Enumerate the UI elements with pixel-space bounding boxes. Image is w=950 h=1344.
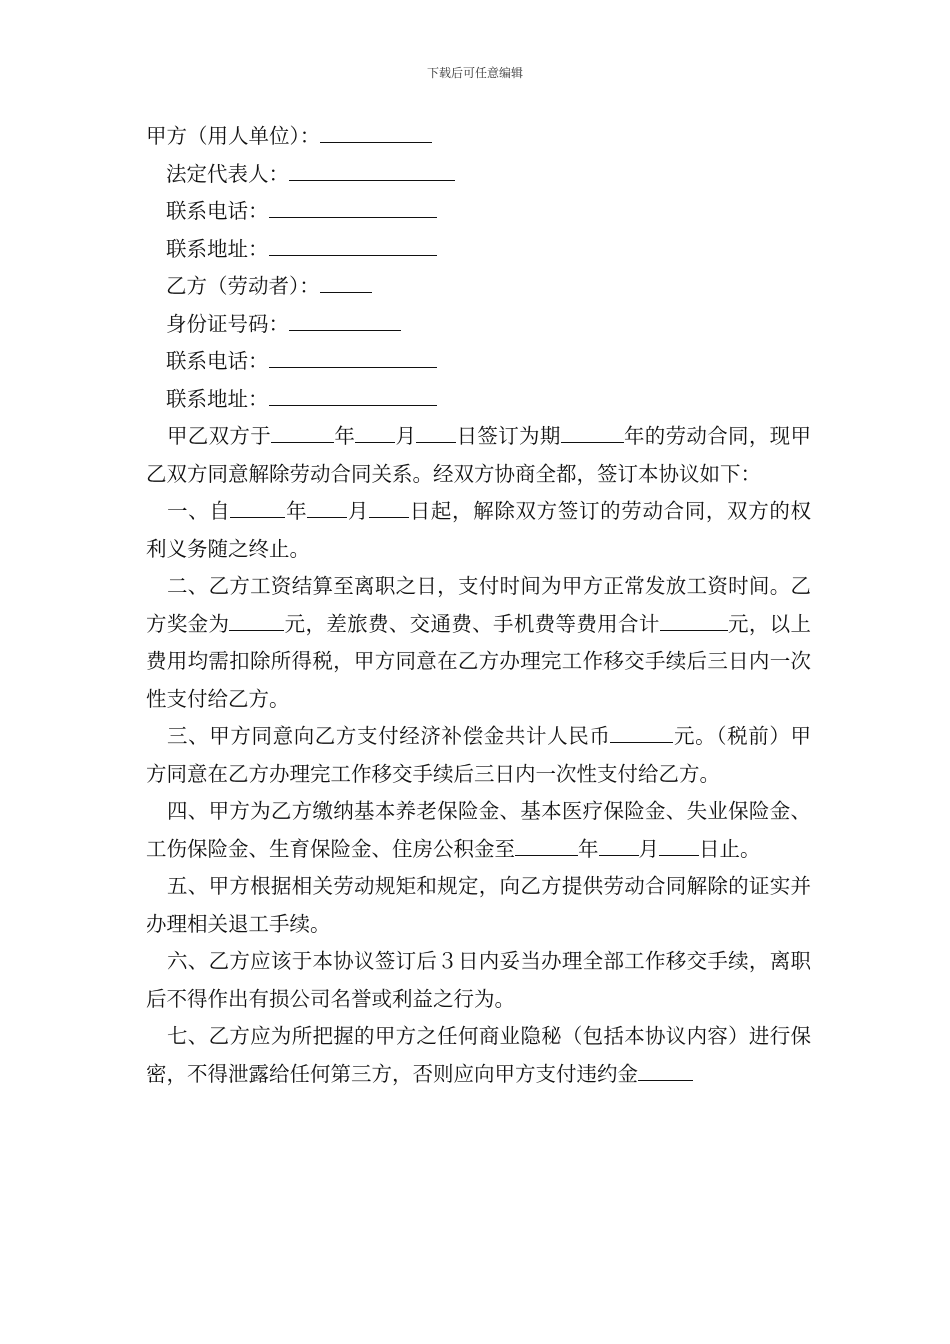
clause-4-year-label: 年: [578, 836, 599, 861]
party-a-line: [146, 118, 811, 156]
sign-year-blank[interactable]: [271, 418, 334, 443]
compensation-blank[interactable]: [610, 718, 673, 743]
sign-month-blank[interactable]: [355, 418, 395, 443]
party-a-phone-blank[interactable]: [269, 193, 437, 218]
clause-1-text: 一、自: [167, 499, 231, 523]
term-years-blank[interactable]: [561, 418, 624, 443]
clause-4-month-label: 月: [638, 836, 659, 861]
party-b-line: [146, 268, 811, 306]
party-a-rep-line: [146, 156, 811, 194]
party-a-rep-blank[interactable]: [289, 156, 455, 181]
clause-4: [146, 793, 811, 868]
intro-rest-text: 年的劳动合同，现甲乙双方同意解除劳动合同关系。经双方协商全都，签订本协议如下：: [146, 424, 811, 486]
clause-6: 六、乙方应该于本协议签订后３日内妥当办理全部工作移交手续，离职后不得作出有损公司名誉或利益之行为。: [146, 949, 811, 1011]
party-b-blank[interactable]: [320, 268, 372, 293]
clause-2-text: 二、乙方工资结算至离职之日，支付时间为甲方正常发放工资时间。乙方奖金为: [146, 574, 811, 636]
clause-2: [146, 568, 811, 718]
intro-month-label: 月: [395, 424, 417, 448]
clause-1-year-label: 年: [285, 499, 308, 523]
party-b-label: 乙方（劳动者）：: [166, 274, 320, 298]
penalty-blank[interactable]: [638, 1056, 693, 1081]
clause-7: [146, 1018, 811, 1093]
party-a-label: 甲方（用人单位）：: [146, 124, 321, 148]
page-header: 下载后可任意编辑: [426, 66, 523, 80]
clause-1-month-blank[interactable]: [307, 493, 347, 518]
clause-2-rest: 元，以上费用均需扣除所得税，甲方同意在乙方办理完工作移交手续后三日内一次性支付给乙方。: [146, 611, 812, 711]
intro-text: 甲乙双方于: [167, 424, 272, 448]
party-b-id-line: [146, 306, 811, 344]
party-a-rep-label: 法定代表人：: [166, 161, 289, 186]
party-b-id-label: 身份证号码：: [166, 311, 289, 336]
party-a-phone-line: [146, 193, 811, 231]
party-a-addr-line: [146, 231, 811, 269]
clause-4-month-blank[interactable]: [599, 831, 639, 856]
party-a-blank[interactable]: [320, 118, 432, 143]
party-b-addr-blank[interactable]: [269, 381, 437, 406]
party-b-phone-blank[interactable]: [269, 343, 437, 368]
clause-7-text: 七、乙方应为所把握的甲方之任何商业隐秘（包括本协议内容）进行保密，不得泄露给任何第三方，否则应向甲方支付违约金: [146, 1024, 811, 1086]
clause-4-day-blank[interactable]: [659, 831, 699, 856]
clause-1-rest: 日起，解除双方签订的劳动合同，双方的权利义务随之终止。: [146, 499, 812, 561]
party-b-phone-line: [146, 343, 811, 381]
clause-1: [146, 493, 811, 568]
party-b-addr-label: 联系地址：: [166, 386, 269, 411]
clause-3-rest: 元。（税前）甲方同意在乙方办理完工作移交手续后三日内一次性支付给乙方。: [146, 724, 811, 786]
party-b-id-blank[interactable]: [289, 306, 401, 331]
party-b-phone-label: 联系电话：: [166, 349, 269, 373]
clause-3-text: 三、甲方同意向乙方支付经济补偿金共计人民币: [167, 724, 611, 748]
bonus-blank[interactable]: [229, 606, 284, 631]
clause-4-year-blank[interactable]: [515, 831, 578, 856]
intro-term-text: 日签订为期: [456, 424, 561, 448]
clause-3: [146, 718, 811, 793]
clause-5: 五、甲方根据相关劳动规矩和规定，向乙方提供劳动合同解除的证实并办理相关退工手续。: [146, 874, 811, 936]
clause-1-month-label: 月: [347, 499, 370, 523]
party-a-addr-label: 联系地址：: [166, 236, 269, 261]
clause-4-text: 四、甲方为乙方缴纳基本养老保险金、基本医疗保险金、失业保险金、工伤保险金、生育保险金、住房公积金至: [146, 799, 811, 861]
party-b-addr-line: [146, 381, 811, 419]
party-a-addr-blank[interactable]: [269, 231, 437, 256]
clause-2-fees-text: 元，差旅费、交通费、手机费等费用合计: [284, 611, 660, 636]
fees-total-blank[interactable]: [660, 606, 728, 631]
party-a-phone-label: 联系电话：: [166, 199, 269, 223]
clause-1-day-blank[interactable]: [369, 493, 409, 518]
clause-4-rest: 日止。: [699, 836, 761, 861]
intro-year-label: 年: [334, 424, 356, 448]
clause-1-year-blank[interactable]: [230, 493, 285, 518]
intro-paragraph: [146, 418, 811, 493]
contract-body: [146, 118, 811, 1093]
sign-day-blank[interactable]: [416, 418, 456, 443]
